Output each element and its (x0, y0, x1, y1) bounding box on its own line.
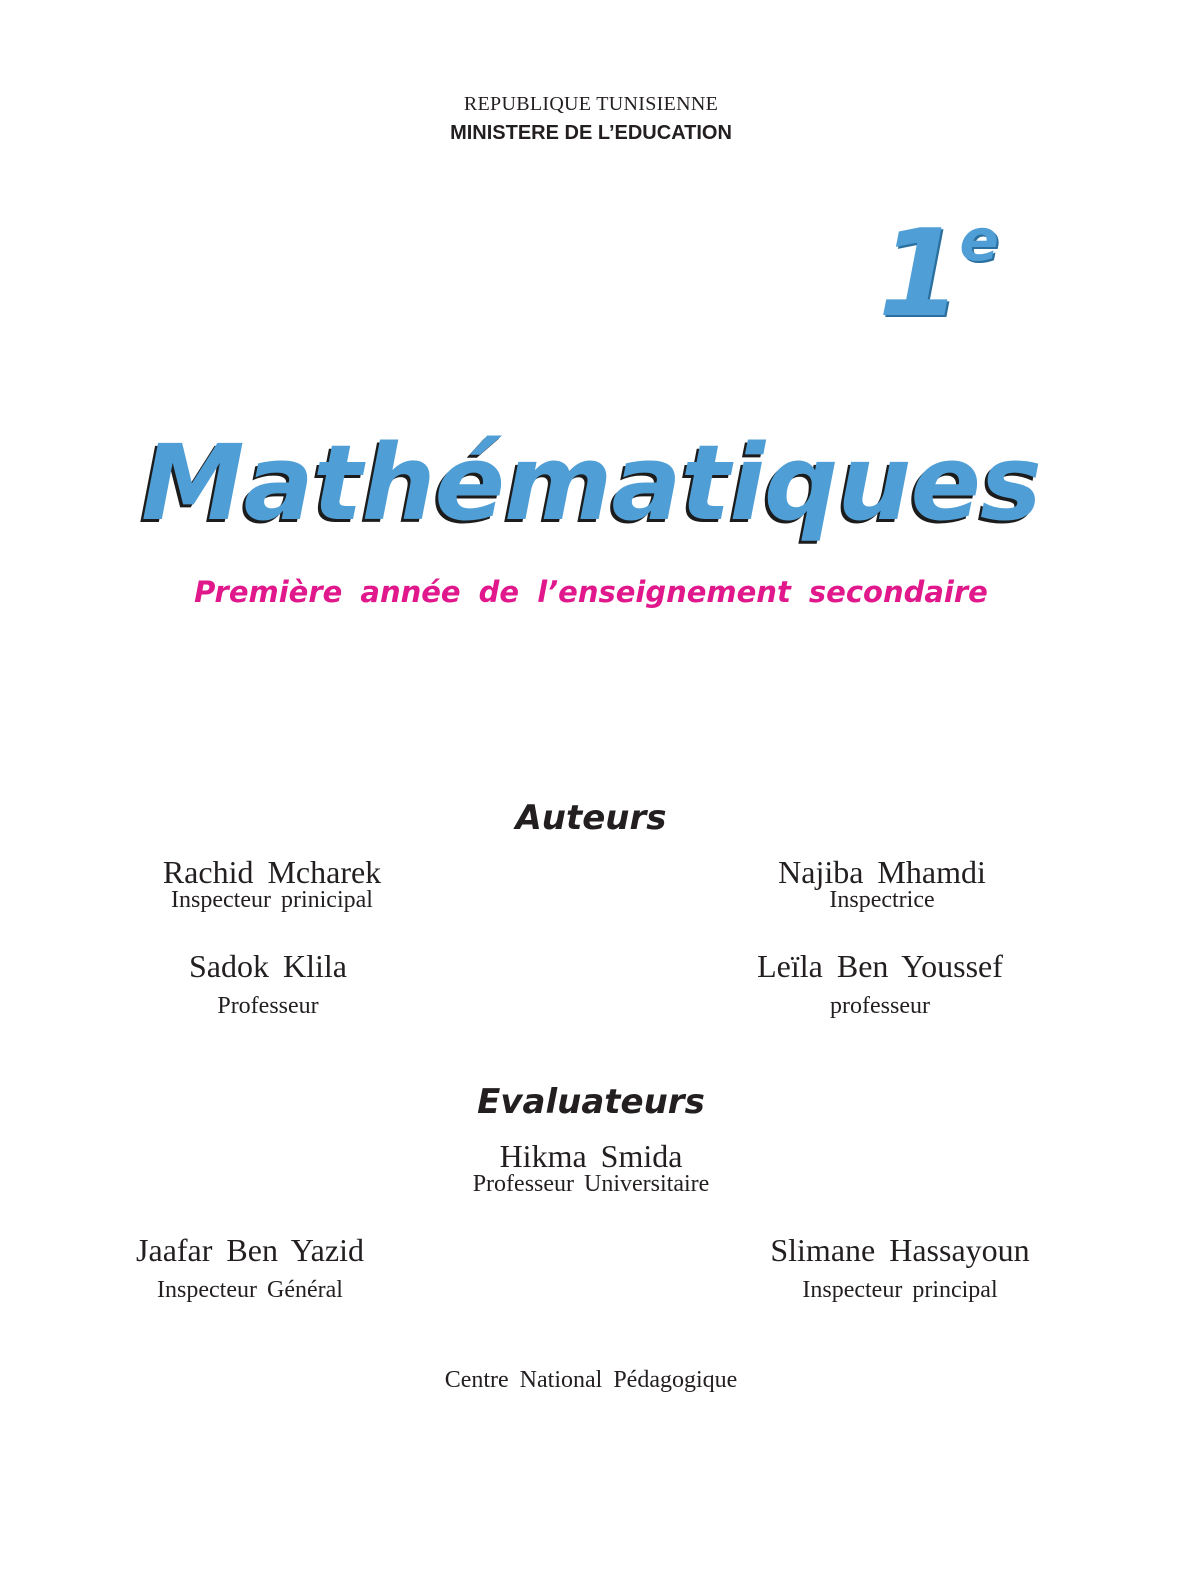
author-name: Rachid Mcharek (162, 854, 382, 890)
author-role: Inspecteur prinicipal (171, 887, 373, 913)
author-role: Professeur (217, 993, 319, 1019)
evaluator-card (100, 1234, 400, 1302)
evaluator-card (0, 1140, 1182, 1196)
author-role: professeur (830, 993, 930, 1019)
author-name: Leïla Ben Youssef (757, 948, 1003, 984)
ministry-header: MINISTERE DE L’EDUCATION (450, 122, 732, 144)
evaluator-role: Professeur Universitaire (472, 1171, 710, 1197)
publisher-footer: Centre National Pédagogique (444, 1367, 738, 1393)
authors-heading: Auteurs (515, 798, 667, 838)
republic-header: REPUBLIQUE TUNISIENNE (463, 93, 719, 115)
author-card (715, 950, 1045, 1018)
evaluator-name: Slimane Hassayoun (770, 1232, 1030, 1268)
evaluator-name: Jaafar Ben Yazid (136, 1232, 364, 1268)
evaluator-card (735, 1234, 1065, 1302)
evaluator-role: Inspecteur principal (802, 1277, 998, 1303)
book-subtitle: Première année de l’enseignement secondaire (194, 575, 988, 609)
evaluator-role: Inspecteur Général (157, 1277, 343, 1303)
evaluators-heading: Evaluateurs (477, 1082, 705, 1122)
author-card (122, 856, 422, 912)
author-role: Inspectrice (829, 887, 935, 913)
grade-number: 1 (878, 205, 962, 344)
grade-suffix: e (959, 206, 999, 274)
author-name: Sadok Klila (189, 948, 347, 984)
book-title: Mathématiques (141, 422, 1041, 544)
author-card (118, 950, 418, 1018)
evaluator-name: Hikma Smida (499, 1138, 683, 1174)
author-name: Najiba Mhamdi (778, 854, 986, 890)
author-card (732, 856, 1032, 912)
grade-label (878, 205, 1001, 344)
